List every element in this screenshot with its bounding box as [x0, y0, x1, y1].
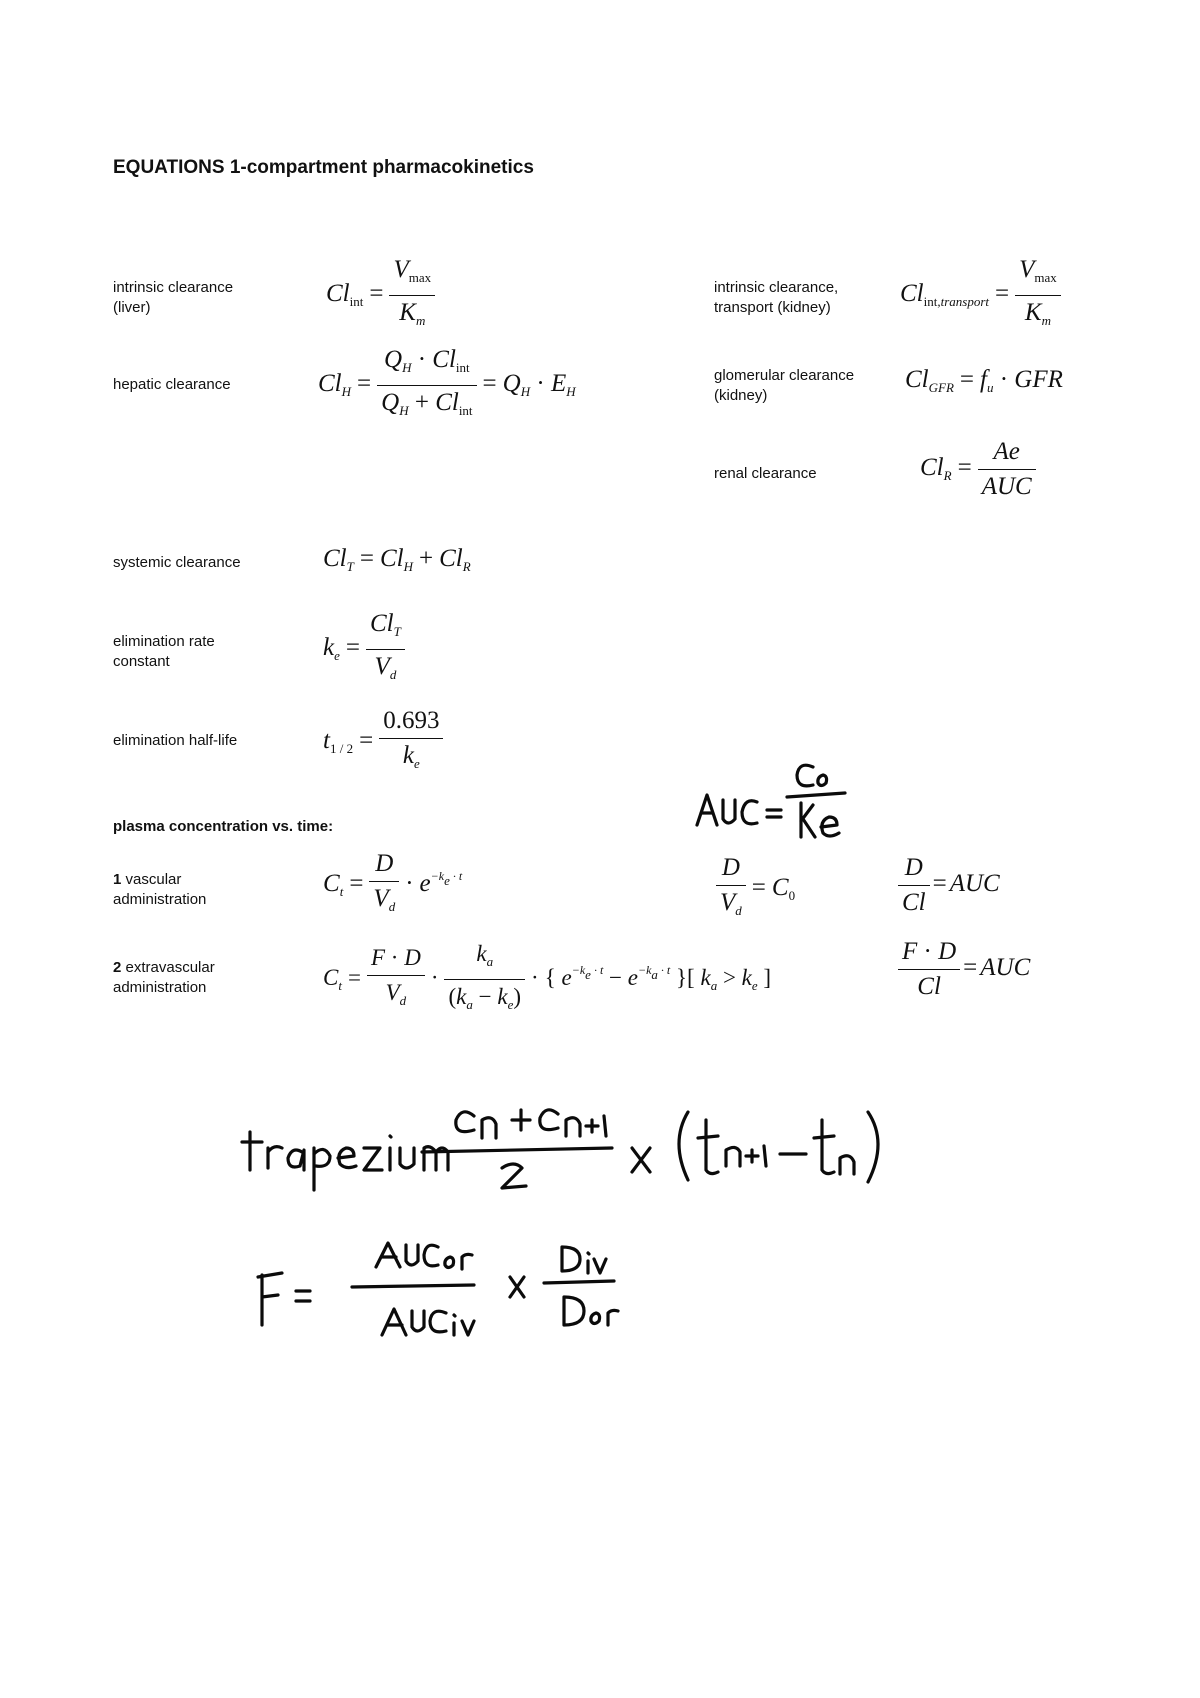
formula-renal-clearance: $Cl_R$ = $\frac{Ae}{\text{AUC}}$	[920, 438, 1036, 501]
formula-intrinsic-clearance-transport: $Cl_{int,transport}$ = $\frac{V_{max}}{K_m}$	[900, 256, 1061, 335]
label-elimination-rate-constant: elimination rate constant	[113, 633, 215, 670]
formula-hepatic-clearance: $Cl_H$ = $\frac{Q_H \cdot Cl_{int}}{Q_H + Cl_{int}}$ = $Q_H \cdot E_H$	[318, 346, 576, 425]
label-systemic-clearance: systemic clearance	[113, 554, 241, 571]
label-intrinsic-clearance-transport: intrinsic clearance, transport (kidney)	[714, 279, 839, 316]
formula-extravascular-administration: $C_t$ = $\frac{F \cdot D}{V_d}$ · $\frac{k_a}{(k_a - k_e)}$ · { $e^{-k_e \cdot t} - e^{-k_a \cdot t}$ }[ $k_a > k_e$ ]	[323, 940, 771, 1019]
plasma-concentration-heading: plasma concentration vs. time:	[113, 818, 334, 835]
formula-intrinsic-clearance-liver: $Cl_{int}$ = $\frac{V_{max}}{K_m}$	[326, 256, 435, 335]
handwritten-auc-formula	[695, 755, 845, 850]
label-intrinsic-clearance-liver: intrinsic clearance (liver)	[113, 279, 234, 316]
label-glomerular-clearance: glomerular clearance (kidney)	[714, 367, 855, 404]
formula-glomerular-clearance: $Cl_{GFR} = f_u$ · GFR	[905, 366, 1063, 395]
label-elimination-half-life: elimination half-life	[113, 732, 238, 749]
page-title: EQUATIONS 1-compartment pharmacokinetics	[113, 157, 534, 178]
label-hepatic-clearance: hepatic clearance	[113, 376, 231, 393]
formula-vascular-administration: $C_t$ = $\frac{D}{V_d}$ · $e^{-k_e \cdot t}$	[323, 850, 462, 921]
label-vascular-administration: 1 vascular administration	[113, 871, 207, 908]
formula-elimination-rate-constant: $k_e$ = $\frac{Cl_T}{V_d}$	[323, 610, 405, 689]
formula-systemic-clearance: $Cl_T = Cl_H + Cl_R$	[323, 545, 471, 574]
formula-elimination-half-life: $t_{1 / 2}$ = $\frac{0.693}{k_e}$	[323, 707, 443, 778]
label-extravascular-administration: 2 extravascular administration	[113, 959, 215, 996]
handwritten-trapezium-formula	[240, 1090, 960, 1200]
handwritten-bioavailability-formula	[248, 1235, 688, 1355]
formula-auc-vascular: $\frac{D}{Cl}$ = AUC	[898, 854, 1000, 917]
label-renal-clearance: renal clearance	[714, 465, 817, 482]
formula-initial-concentration: $\frac{D}{V_d}$ = $C_0$	[716, 854, 795, 925]
formula-auc-extravascular: $\frac{F \cdot D}{Cl}$ = AUC	[898, 938, 1030, 1001]
